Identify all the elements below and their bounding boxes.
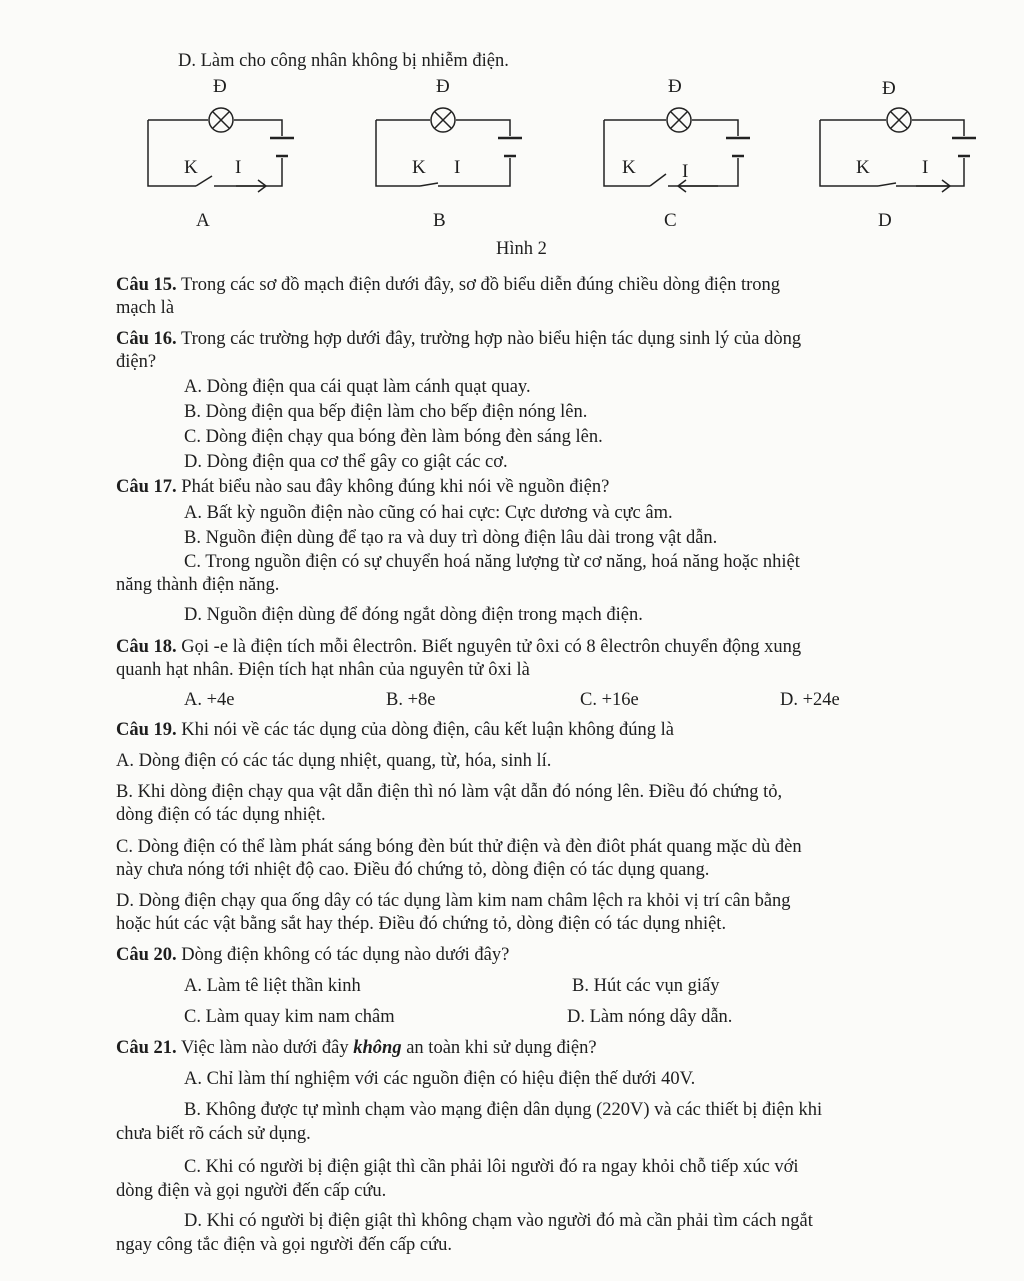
switch-label: K xyxy=(412,157,426,178)
circuit-b-diagram xyxy=(368,70,538,200)
q17-option-a: A. Bất kỳ nguồn điện nào cũng có hai cực: Cực dương và cực âm. xyxy=(184,503,673,523)
switch-label: K xyxy=(622,157,636,178)
q21-option-d-2: ngay công tắc điện và gọi người đến cấp cứu. xyxy=(116,1235,453,1255)
lamp-label: Đ xyxy=(436,76,450,97)
q20-option-d: D. Làm nóng dây dẫn. xyxy=(567,1007,733,1027)
q21-text-post: an toàn khi sử dụng điện? xyxy=(406,1038,597,1058)
lamp-label: Đ xyxy=(213,76,227,97)
q19-line-1 xyxy=(116,719,674,741)
q19-option-b-1: B. Khi dòng điện chạy qua vật dẫn điện thì nó làm vật dẫn đó nóng lên. Điều đó chứng tỏ, xyxy=(116,782,783,802)
q19-option-b-2: dòng điện có tác dụng nhiệt. xyxy=(116,805,326,825)
q15-number: Câu 15. xyxy=(116,275,177,295)
q20-option-b: B. Hút các vụn giấy xyxy=(572,976,720,996)
circuit-b xyxy=(368,70,538,231)
q16-option-d: D. Dòng điện qua cơ thể gây co giật các cơ. xyxy=(184,452,508,472)
circuit-d-diagram xyxy=(812,70,982,200)
current-arrow xyxy=(236,180,266,192)
q18-option-d: D. +24e xyxy=(780,690,840,710)
q21-text-emphasis: không xyxy=(353,1038,402,1058)
q20-option-a: A. Làm tê liệt thần kinh xyxy=(184,976,361,996)
current-label: I xyxy=(235,157,242,178)
q20-option-c: C. Làm quay kim nam châm xyxy=(184,1007,395,1027)
top-option-line: D. Làm cho công nhân không bị nhiễm điện. xyxy=(178,51,509,71)
q21-text-pre: Việc làm nào dưới đây xyxy=(180,1038,349,1058)
q20-line-1 xyxy=(116,944,509,966)
current-label: I xyxy=(682,161,689,182)
lamp-label: Đ xyxy=(668,76,682,97)
q17-option-b: B. Nguồn điện dùng để tạo ra và duy trì dòng điện lâu dài trong vật dẫn. xyxy=(184,528,718,548)
q18-text-1: Gọi -e là điện tích mỗi êlectrôn. Biết nguyên tử ôxi có 8 êlectrôn chuyển động xung xyxy=(181,637,802,657)
q16-option-b: B. Dòng điện qua bếp điện làm cho bếp điện nóng lên. xyxy=(184,402,588,422)
current-label: I xyxy=(454,157,461,178)
q17-option-c-2: năng thành điện năng. xyxy=(116,575,280,595)
q17-line-1 xyxy=(116,476,609,498)
q16-option-a: A. Dòng điện qua cái quạt làm cánh quạt quay. xyxy=(184,377,531,397)
q16-line-1 xyxy=(116,328,801,350)
q20-text: Dòng điện không có tác dụng nào dưới đây? xyxy=(181,945,510,965)
q21-number: Câu 21. xyxy=(116,1038,177,1058)
circuit-label: B xyxy=(433,210,446,231)
q21-option-a: A. Chỉ làm thí nghiệm với các nguồn điện có hiệu điện thế dưới 40V. xyxy=(184,1069,696,1089)
q16-line-2: điện? xyxy=(116,352,157,372)
circuit-label: D xyxy=(878,210,892,231)
q19-option-c-2: này chưa nóng tới nhiệt độ cao. Điều đó chứng tỏ, dòng điện có tác dụng quang. xyxy=(116,860,710,880)
q17-option-c-1: C. Trong nguồn điện có sự chuyển hoá năng lượng từ cơ năng, hoá năng hoặc nhiệt xyxy=(184,552,800,572)
switch-label: K xyxy=(856,157,870,178)
q21-option-b-1: B. Không được tự mình chạm vào mạng điện dân dụng (220V) và các thiết bị điện khi xyxy=(184,1100,823,1120)
switch-label: K xyxy=(184,157,198,178)
q17-number: Câu 17. xyxy=(116,477,177,497)
q19-number: Câu 19. xyxy=(116,720,177,740)
q18-line-2: quanh hạt nhân. Điện tích hạt nhân của nguyên tử ôxi là xyxy=(116,660,530,680)
q15-line-1 xyxy=(116,274,780,296)
circuit-label: C xyxy=(664,210,677,231)
circuit-d xyxy=(812,70,982,231)
q19-option-c-1: C. Dòng điện có thể làm phát sáng bóng đèn bút thử điện và đèn điôt phát quang mặc dù đèn xyxy=(116,837,802,857)
q19-option-d-1: D. Dòng điện chạy qua ống dây có tác dụng làm kim nam châm lệch ra khỏi vị trí cân bằng xyxy=(116,891,791,911)
figure-caption: Hình 2 xyxy=(496,239,547,259)
q18-option-a: A. +4e xyxy=(184,690,235,710)
q16-text-1: Trong các trường hợp dưới đây, trường hợp nào biểu hiện tác dụng sinh lý của dòng xyxy=(180,329,802,349)
q15-line-2: mạch là xyxy=(116,298,175,318)
q21-option-d-1: D. Khi có người bị điện giật thì không chạm vào người đó mà cần phải tìm cách ngắt xyxy=(184,1211,813,1231)
current-label: I xyxy=(922,157,929,178)
q19-option-a: A. Dòng điện có các tác dụng nhiệt, quang, từ, hóa, sinh lí. xyxy=(116,751,552,771)
q20-number: Câu 20. xyxy=(116,945,177,965)
q21-option-c-2: dòng điện và gọi người đến cấp cứu. xyxy=(116,1181,387,1201)
q19-text: Khi nói về các tác dụng của dòng điện, câu kết luận không đúng là xyxy=(181,720,674,740)
q21-option-c-1: C. Khi có người bị điện giật thì cần phải lôi người đó ra ngay khỏi chỗ tiếp xúc với xyxy=(184,1157,799,1177)
q16-number: Câu 16. xyxy=(116,329,177,349)
q15-text-1: Trong các sơ đồ mạch điện dưới đây, sơ đồ biểu diễn đúng chiều dòng điện trong xyxy=(180,275,781,295)
q17-text: Phát biểu nào sau đây không đúng khi nói về nguồn điện? xyxy=(181,477,610,497)
q18-option-b: B. +8e xyxy=(386,690,436,710)
q18-option-c: C. +16e xyxy=(580,690,639,710)
circuit-a xyxy=(140,70,310,231)
q16-option-c: C. Dòng điện chạy qua bóng đèn làm bóng đèn sáng lên. xyxy=(184,427,603,447)
q21-line-1 xyxy=(116,1037,597,1059)
q17-option-d: D. Nguồn điện dùng để đóng ngắt dòng điện trong mạch điện. xyxy=(184,605,643,625)
q18-number: Câu 18. xyxy=(116,637,177,657)
q21-option-b-2: chưa biết rõ cách sử dụng. xyxy=(116,1124,311,1144)
circuit-c xyxy=(596,70,766,231)
circuit-label: A xyxy=(196,210,210,231)
q19-option-d-2: hoặc hút các vật bằng sắt hay thép. Điều đó chứng tỏ, dòng điện có tác dụng nhiệt. xyxy=(116,914,727,934)
current-arrow xyxy=(916,180,950,192)
q18-line-1 xyxy=(116,636,801,658)
lamp-label: Đ xyxy=(882,78,896,99)
